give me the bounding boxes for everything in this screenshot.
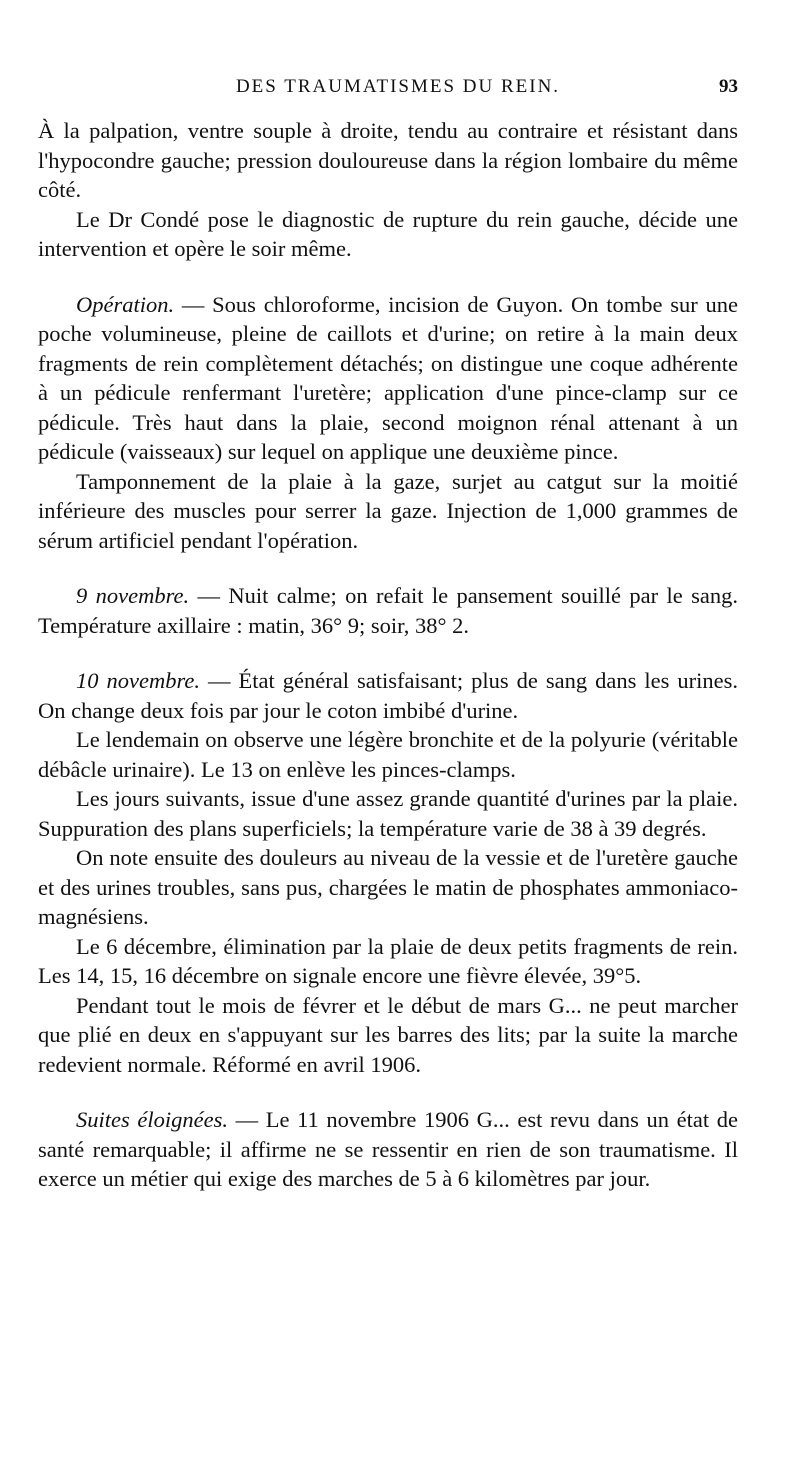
- paragraph: [38, 666, 738, 725]
- paragraph-lead: 10 novembre.: [76, 668, 201, 693]
- running-title: DES TRAUMATISMES DU REIN.: [235, 76, 561, 97]
- paragraph-text: — Le 11 novembre 1906 G... est revu dans un état de santé remarquable; il affirme ne se ressentir en rien de son traumatisme. Il exerce un métier qui exige des marches de 5 à 6 kilomètres par jour.: [38, 1107, 738, 1191]
- paragraph: [38, 290, 738, 467]
- paragraph-text: Les jours suivants, issue d'une assez grande quantité d'urines par la plaie. Suppuration des plans superficiels; la température varie de 38 à 39 degrés.: [38, 786, 738, 841]
- paragraph: [38, 991, 738, 1080]
- paragraph-text: — Nuit calme; on refait le pansement souillé par le sang. Température axillaire : matin, 36° 9; soir, 38° 2.: [38, 583, 738, 638]
- paragraph-text: Le Dr Condé pose le diagnostic de rupture du rein gauche, décide une intervention et opère le soir même.: [38, 206, 738, 261]
- paragraph: [38, 467, 738, 556]
- paragraph-text: On note ensuite des douleurs au niveau de la vessie et de l'uretère gauche et des urines troubles, sans pus, chargées le matin de phosphates ammoniaco-magnésiens.: [38, 845, 738, 929]
- paragraph: [38, 725, 738, 784]
- paragraph-lead: Suites éloignées.: [76, 1107, 228, 1132]
- paragraph-text: Le 6 décembre, élimination par la plaie de deux petits fragments de rein. Les 14, 15, 16 décembre on signale encore une fièvre élevée, 39°5.: [38, 933, 738, 988]
- paragraph-text: — Sous chloroforme, incision de Guyon. On tombe sur une poche volumineuse, pleine de caillots et d'urine; on retire à la main deux fragments de rein complètement détachés; on distingue une coque adhérente à un pédicule renfermant l'uretère; application d'une pince-clamp sur ce pédicule. Très haut dans la plaie, second moignon rénal attenant à un pédicule (vaisseaux) sur lequel on applique une deuxième pince.: [38, 291, 738, 464]
- paragraph: [38, 1105, 738, 1194]
- paragraph-text: Le lendemain on observe une légère bronchite et de la polyurie (véritable débâcle urinaire). Le 13 on enlève les pinces-clamps.: [38, 727, 738, 782]
- paragraph-text: À la palpation, ventre souple à droite, tendu au contraire et résistant dans l'hypocondre gauche; pression douloureuse dans la région lombaire du même côté.: [38, 118, 738, 202]
- page-body: [38, 116, 738, 1194]
- running-header: [38, 76, 738, 116]
- paragraph: [38, 581, 738, 640]
- paragraph-lead: 9 novembre.: [76, 583, 190, 608]
- paragraph: [38, 116, 738, 205]
- paragraph-text: — État général satisfaisant; plus de sang dans les urines. On change deux fois par jour le coton imbibé d'urine.: [38, 668, 738, 723]
- paragraph-text: Tamponnement de la plaie à la gaze, surjet au catgut sur la moitié inférieure des muscles pour serrer la gaze. Injection de 1,000 grammes de sérum artificiel pendant l'opération.: [38, 468, 738, 553]
- paragraph: [38, 784, 738, 843]
- paragraph-lead: Opération.: [76, 291, 175, 317]
- page-number: 93: [719, 76, 738, 97]
- paragraph: [38, 932, 738, 991]
- paragraph-text: Pendant tout le mois de févrer et le début de mars G... ne peut marcher que plié en deux en s'appuyant sur les barres des lits; par la suite la marche redevient normale. Réformé en avril 1906.: [38, 992, 738, 1077]
- paragraph: [38, 205, 738, 264]
- paragraph: [38, 843, 738, 932]
